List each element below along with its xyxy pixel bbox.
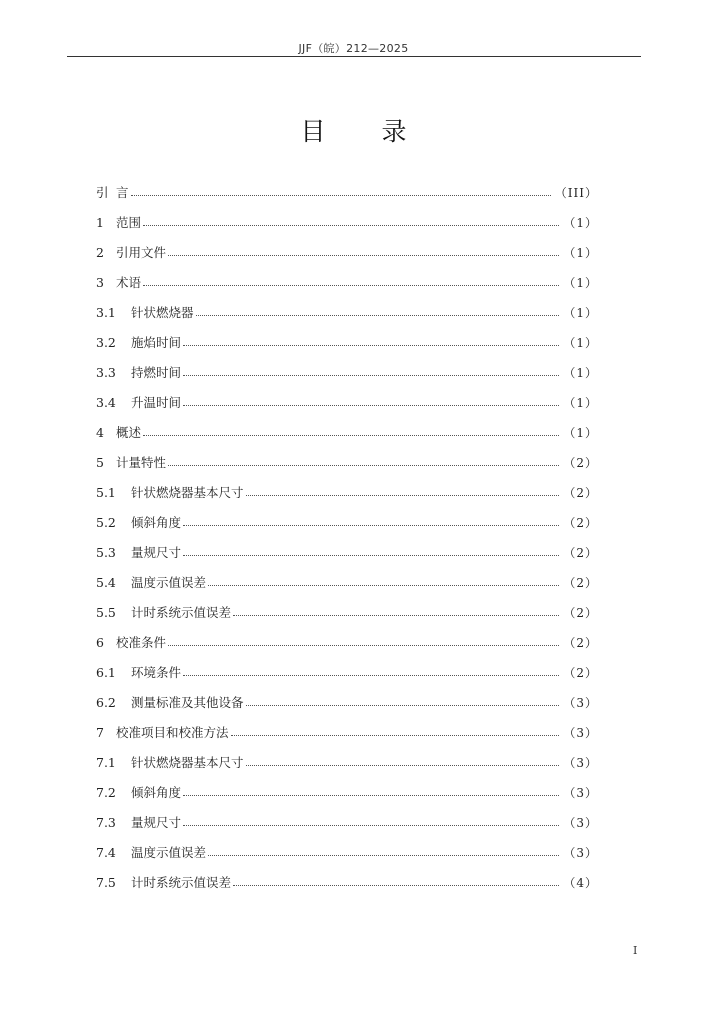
toc-entry-page: （3）	[563, 816, 598, 830]
toc-dot-leader	[183, 778, 559, 808]
toc-entry-page: （2）	[563, 606, 598, 620]
toc-entry[interactable]	[96, 628, 598, 658]
toc-entry-title: 温度示值误差	[131, 575, 207, 590]
toc-entry-title: 言	[116, 185, 129, 200]
toc-dot-leader	[183, 388, 559, 418]
toc-entry-page: （1）	[563, 276, 598, 290]
toc-entry[interactable]	[96, 658, 598, 688]
page-number: I	[633, 944, 638, 957]
toc-entry-number: 6	[96, 635, 104, 650]
toc-entry-page: （3）	[563, 726, 598, 740]
toc-dot-leader	[208, 568, 559, 598]
toc-entry-number: 7.1	[96, 755, 116, 770]
toc-entry-title: 针状燃烧器基本尺寸	[131, 755, 244, 770]
toc-entry-page: （1）	[563, 216, 598, 230]
toc-entry-number: 5.4	[96, 575, 116, 590]
toc-dot-leader	[183, 358, 559, 388]
toc-entry-title: 温度示值误差	[131, 845, 207, 860]
toc-entry-page: （1）	[563, 396, 598, 410]
toc-entry-page: （1）	[563, 246, 598, 260]
toc-dot-leader	[183, 658, 559, 688]
toc-entry[interactable]	[96, 298, 598, 328]
toc-entry-number: 5.5	[96, 605, 116, 620]
toc-entry[interactable]	[96, 688, 598, 718]
toc-dot-leader	[233, 868, 559, 898]
toc-entry[interactable]	[96, 868, 598, 898]
toc-entry-page: （3）	[563, 696, 598, 710]
toc-entry-number: 4	[96, 425, 104, 440]
toc-entry-page: （1）	[563, 336, 598, 350]
toc-entry[interactable]	[96, 418, 598, 448]
toc-dot-leader	[196, 298, 560, 328]
toc-entry-title: 计时系统示值误差	[131, 605, 232, 620]
toc-entry[interactable]	[96, 178, 598, 208]
toc-entry-title: 引用文件	[116, 245, 167, 260]
toc-entry[interactable]	[96, 448, 598, 478]
toc-entry-number: 5	[96, 455, 104, 470]
toc-entry[interactable]	[96, 388, 598, 418]
toc-entry[interactable]	[96, 718, 598, 748]
toc-entry-number: 6.1	[96, 665, 116, 680]
toc-entry-title: 针状燃烧器基本尺寸	[131, 485, 244, 500]
toc-entry[interactable]	[96, 358, 598, 388]
toc-entry-number: 3.3	[96, 365, 116, 380]
toc-entry[interactable]	[96, 208, 598, 238]
toc-entry[interactable]	[96, 778, 598, 808]
toc-dot-leader	[143, 418, 559, 448]
toc-dot-leader	[208, 838, 559, 868]
toc-entry-page: （4）	[563, 876, 598, 890]
toc-entry-page: （3）	[563, 846, 598, 860]
toc-entry-page: （1）	[563, 306, 598, 320]
toc-entry-title: 施焰时间	[131, 335, 182, 350]
toc-entry-title: 针状燃烧器	[131, 305, 194, 320]
toc-entry-title: 升温时间	[131, 395, 182, 410]
toc-dot-leader	[143, 208, 559, 238]
toc-entry-title: 计量特性	[116, 455, 167, 470]
toc-dot-leader	[246, 688, 560, 718]
toc-entry-page: （3）	[563, 786, 598, 800]
toc-title: 目 录	[300, 117, 431, 146]
toc-entry[interactable]	[96, 748, 598, 778]
toc-dot-leader	[183, 538, 559, 568]
toc-entry-title: 倾斜角度	[131, 515, 182, 530]
toc-entry-number: 引	[96, 185, 109, 200]
toc-entry-number: 3.4	[96, 395, 116, 410]
toc-entry-title: 持燃时间	[131, 365, 182, 380]
toc-dot-leader	[246, 478, 560, 508]
toc-dot-leader	[183, 808, 559, 838]
toc-entry-page: （2）	[563, 456, 598, 470]
toc-entry-number: 2	[96, 245, 104, 260]
toc-entry-number: 3	[96, 275, 104, 290]
toc-entry-page: （2）	[563, 576, 598, 590]
toc-entry-title: 计时系统示值误差	[131, 875, 232, 890]
toc-entry-title: 校准项目和校准方法	[116, 725, 229, 740]
toc-entry-title: 校准条件	[116, 635, 167, 650]
toc-entry-page: （1）	[563, 426, 598, 440]
toc-entry-number: 3.2	[96, 335, 116, 350]
toc-entry-page: （2）	[563, 486, 598, 500]
toc-entry[interactable]	[96, 538, 598, 568]
toc-entry-number: 3.1	[96, 305, 116, 320]
toc-entry-number: 7	[96, 725, 104, 740]
toc-dot-leader	[143, 268, 559, 298]
toc-entry[interactable]	[96, 478, 598, 508]
toc-entry-page: （III）	[554, 186, 598, 200]
toc-dot-leader	[168, 628, 559, 658]
toc-entry-number: 5.2	[96, 515, 116, 530]
toc-entry-number: 7.4	[96, 845, 116, 860]
header-divider	[67, 56, 641, 57]
toc-entry-number: 5.3	[96, 545, 116, 560]
toc-entry-number: 6.2	[96, 695, 116, 710]
toc-entry-number: 5.1	[96, 485, 116, 500]
toc-entry-title: 术语	[116, 275, 142, 290]
toc-entry-title: 量规尺寸	[131, 545, 182, 560]
toc-dot-leader	[131, 178, 551, 208]
toc-entry-title: 量规尺寸	[131, 815, 182, 830]
toc-dot-leader	[168, 238, 559, 268]
toc-dot-leader	[233, 598, 559, 628]
toc-dot-leader	[183, 328, 559, 358]
toc-entry-title: 环境条件	[131, 665, 182, 680]
toc-entry-page: （2）	[563, 516, 598, 530]
toc-entry-title: 测量标准及其他设备	[131, 695, 244, 710]
toc-entry-title: 范围	[116, 215, 142, 230]
toc-entry-number: 7.3	[96, 815, 116, 830]
toc-entry[interactable]	[96, 568, 598, 598]
toc-dot-leader	[183, 508, 559, 538]
table-of-contents	[96, 178, 598, 898]
toc-dot-leader	[231, 718, 560, 748]
toc-entry[interactable]	[96, 838, 598, 868]
toc-entry-number: 7.5	[96, 875, 116, 890]
toc-entry[interactable]	[96, 808, 598, 838]
toc-entry-page: （1）	[563, 366, 598, 380]
toc-entry[interactable]	[96, 508, 598, 538]
toc-entry-page: （2）	[563, 546, 598, 560]
toc-dot-leader	[168, 448, 559, 478]
document-header-code: JJF（皖）212—2025	[298, 42, 409, 55]
toc-entry[interactable]	[96, 238, 598, 268]
toc-entry-title: 概述	[116, 425, 142, 440]
toc-dot-leader	[246, 748, 560, 778]
toc-entry-title: 倾斜角度	[131, 785, 182, 800]
toc-entry-page: （3）	[563, 756, 598, 770]
toc-entry[interactable]	[96, 268, 598, 298]
toc-entry-page: （2）	[563, 666, 598, 680]
toc-entry-number: 7.2	[96, 785, 116, 800]
toc-entry-page: （2）	[563, 636, 598, 650]
toc-entry[interactable]	[96, 598, 598, 628]
toc-entry-number: 1	[96, 215, 104, 230]
toc-entry[interactable]	[96, 328, 598, 358]
